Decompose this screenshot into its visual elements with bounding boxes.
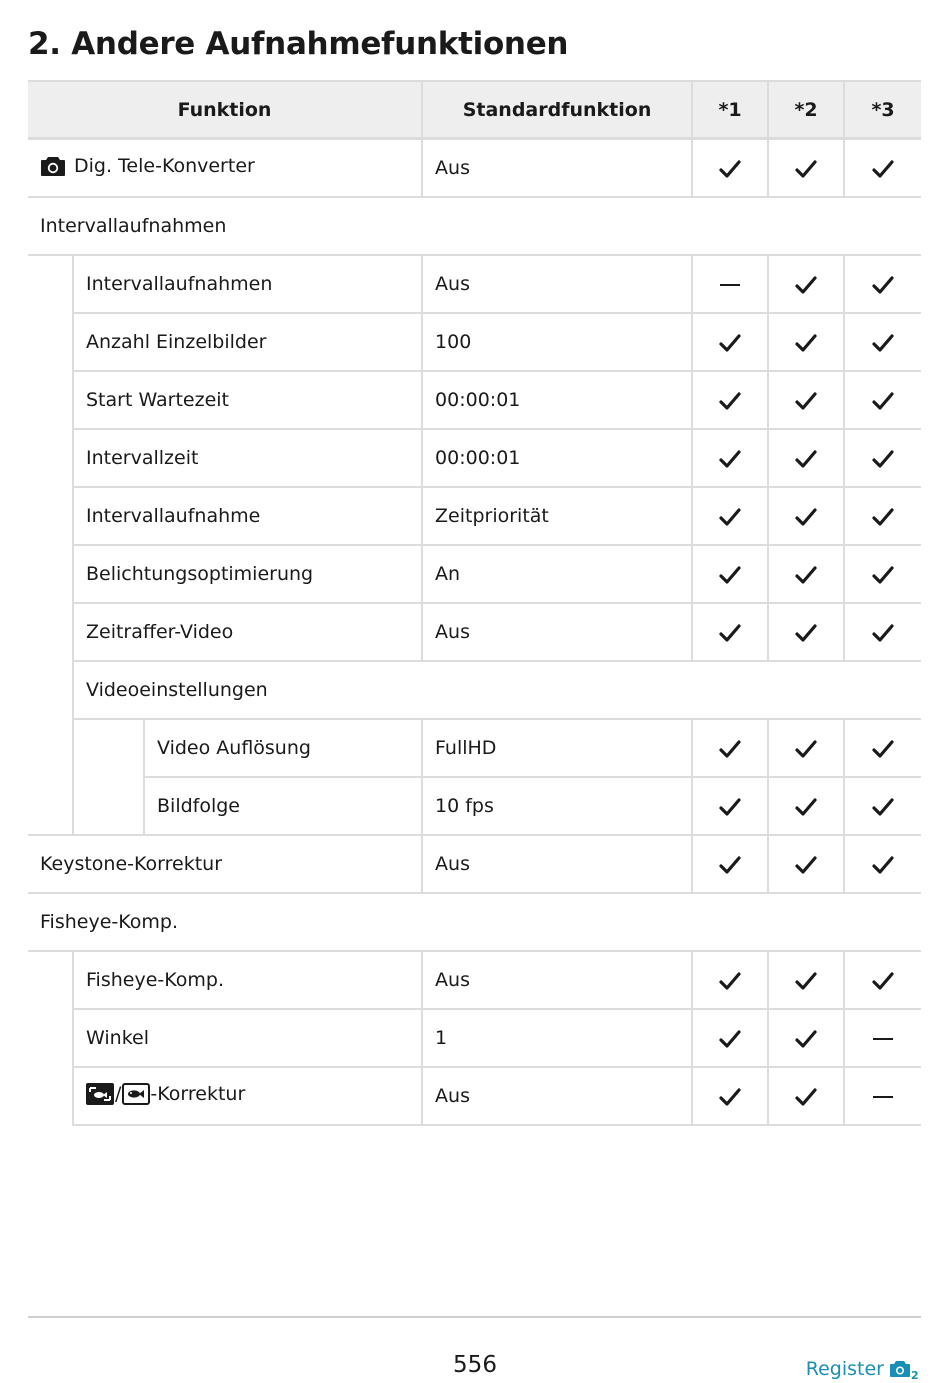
row-default: Aus [422,139,692,198]
mark-3 [844,371,921,429]
header-default: Standardfunktion [422,81,692,139]
dash-icon [720,284,740,286]
mark-1 [692,951,768,1009]
check-icon [795,797,817,817]
check-icon [795,565,817,585]
table-row [28,545,921,603]
check-icon [719,971,741,991]
table-row [28,1067,921,1125]
check-icon [795,159,817,179]
check-icon [795,623,817,643]
mark-1 [692,371,768,429]
check-icon [872,507,894,527]
row-label [28,139,422,198]
register-link[interactable] [806,1358,920,1380]
table-row [28,603,921,661]
header-mode-2: *2 [768,81,844,139]
mark-3 [844,835,921,893]
row-default: Aus [422,835,692,893]
underwater-wide-icon [86,1083,114,1105]
table-row [28,719,921,777]
row-label: Fisheye-Komp. [73,951,422,1009]
check-icon [872,159,894,179]
indent-cell [28,255,73,835]
page-number: 556 [453,1352,497,1378]
row-default: Aus [422,951,692,1009]
check-icon [872,623,894,643]
row-default: 1 [422,1009,692,1067]
check-icon [795,1087,817,1107]
mark-2 [768,1067,844,1125]
mark-1 [692,603,768,661]
mark-3 [844,603,921,661]
dash-icon [873,1096,893,1098]
row-label: Start Wartezeit [73,371,422,429]
mark-1 [692,255,768,313]
row-label: Video Auflösung [144,719,422,777]
table-row [28,429,921,487]
mark-1 [692,777,768,835]
check-icon [719,623,741,643]
row-default: 100 [422,313,692,371]
row-label [73,1067,422,1125]
dash-icon [873,1038,893,1040]
mark-2 [768,835,844,893]
mark-1 [692,1067,768,1125]
mark-2 [768,777,844,835]
subgroup-row [28,661,921,719]
check-icon [872,739,894,759]
row-label: Zeitraffer-Video [73,603,422,661]
row-default: 00:00:01 [422,371,692,429]
mark-3 [844,429,921,487]
mark-3 [844,1067,921,1125]
underwater-macro-icon [122,1083,150,1105]
group-label: Fisheye-Komp. [28,893,921,951]
check-icon [795,333,817,353]
mark-2 [768,603,844,661]
function-table [28,80,921,1126]
header-mode-3: *3 [844,81,921,139]
mark-3 [844,951,921,1009]
table-row [28,951,921,1009]
mark-2 [768,1009,844,1067]
table-header-row [28,81,921,139]
svg-text:2: 2 [911,1369,919,1380]
mark-2 [768,545,844,603]
check-icon [719,507,741,527]
row-default: 00:00:01 [422,429,692,487]
mark-1 [692,545,768,603]
row-label: Intervallzeit [73,429,422,487]
row-default: Aus [422,255,692,313]
mark-3 [844,487,921,545]
check-icon [795,391,817,411]
footer-divider [28,1316,921,1318]
mark-2 [768,429,844,487]
check-icon [795,1029,817,1049]
check-icon [872,971,894,991]
row-default: Zeitpriorität [422,487,692,545]
row-label-text: -Korrektur [150,1082,246,1105]
check-icon [872,449,894,469]
indent-cell [28,951,73,1125]
row-label: Keystone-Korrektur [28,835,422,893]
mark-2 [768,313,844,371]
mark-3 [844,255,921,313]
mark-2 [768,139,844,198]
check-icon [719,1029,741,1049]
check-icon [795,507,817,527]
mark-1 [692,835,768,893]
table-row [28,313,921,371]
mark-3 [844,719,921,777]
header-mode-1: *1 [692,81,768,139]
mark-1 [692,1009,768,1067]
row-label: Belichtungsoptimierung [73,545,422,603]
row-label: Winkel [73,1009,422,1067]
group-row [28,197,921,255]
mark-2 [768,255,844,313]
table-row [28,777,921,835]
mark-2 [768,371,844,429]
indent-cell [73,719,144,835]
check-icon [719,333,741,353]
camera-2-icon [890,1358,920,1380]
check-icon [872,391,894,411]
mark-3 [844,313,921,371]
check-icon [872,855,894,875]
check-icon [795,275,817,295]
check-icon [795,855,817,875]
mark-1 [692,429,768,487]
check-icon [872,797,894,817]
mark-3 [844,1009,921,1067]
page-title: 2. Andere Aufnahmefunktionen [28,26,569,62]
mark-2 [768,719,844,777]
mark-1 [692,719,768,777]
table-row [28,139,921,198]
mark-1 [692,313,768,371]
row-label: Bildfolge [144,777,422,835]
check-icon [872,275,894,295]
camera-icon [40,155,66,177]
check-icon [719,797,741,817]
row-default: Aus [422,603,692,661]
separator-text: / [115,1082,122,1105]
group-row [28,893,921,951]
mark-1 [692,139,768,198]
check-icon [719,565,741,585]
row-default: Aus [422,1067,692,1125]
table-row [28,1009,921,1067]
row-label: Anzahl Einzelbilder [73,313,422,371]
header-function: Funktion [28,81,422,139]
table-row [28,487,921,545]
register-label: Register [805,1358,884,1380]
check-icon [719,391,741,411]
mark-2 [768,951,844,1009]
check-icon [795,739,817,759]
mark-3 [844,545,921,603]
check-icon [719,1087,741,1107]
table-row [28,835,921,893]
check-icon [719,159,741,179]
check-icon [719,449,741,469]
group-label: Intervallaufnahmen [28,197,921,255]
row-default: 10 fps [422,777,692,835]
table-row [28,371,921,429]
check-icon [719,739,741,759]
row-label: Intervallaufnahme [73,487,422,545]
mark-3 [844,777,921,835]
mark-1 [692,487,768,545]
row-label-text: Dig. Tele-Konverter [74,154,255,177]
check-icon [795,971,817,991]
check-icon [872,565,894,585]
mark-3 [844,139,921,198]
row-default: An [422,545,692,603]
check-icon [719,855,741,875]
check-icon [872,333,894,353]
table-row [28,255,921,313]
row-label: Intervallaufnahmen [73,255,422,313]
mark-2 [768,487,844,545]
check-icon [795,449,817,469]
row-default: FullHD [422,719,692,777]
subgroup-label: Videoeinstellungen [73,661,921,719]
